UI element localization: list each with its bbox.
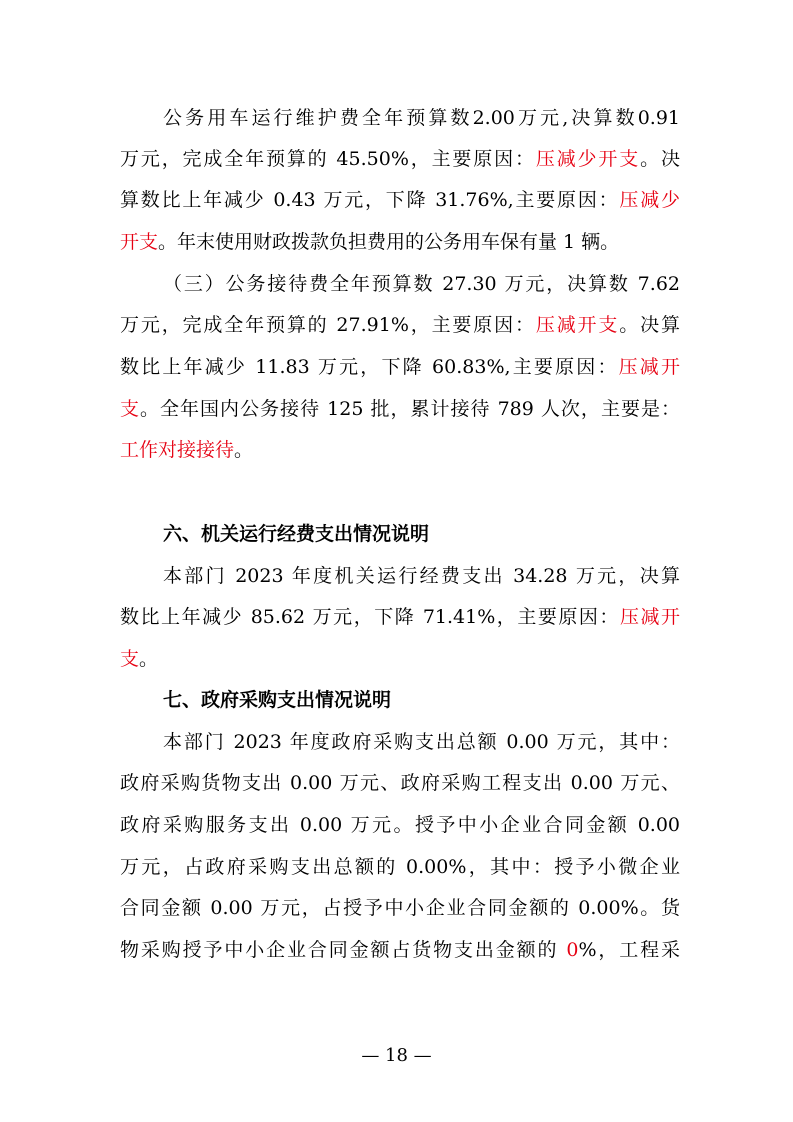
- text-span: 数比上年减少 11.83 万元，下降 60.83%,主要原因：: [120, 356, 619, 378]
- paragraph-line: [120, 854, 680, 880]
- paragraph-line: [120, 229, 680, 255]
- page-number: — 18 —: [361, 1045, 432, 1066]
- highlighted-text: 支: [120, 648, 140, 670]
- text-span: 算数比上年减少 0.43 万元，下降 31.76%,主要原因：: [120, 189, 620, 211]
- highlighted-text: 支: [120, 398, 141, 420]
- paragraph-line: [120, 146, 680, 172]
- paragraph-line: [120, 937, 680, 963]
- paragraph-line: [120, 187, 680, 213]
- paragraph-line: [120, 312, 680, 338]
- text-span: 万元，占政府采购支出总额的 0.00%，其中：授予小微企业: [120, 856, 680, 878]
- highlighted-text: 压减开: [618, 356, 680, 378]
- paragraph-line: [120, 895, 680, 921]
- highlighted-text: 压减开: [619, 606, 680, 628]
- text-span: 公务用车运行维护费全年预算数2.00万元,决算数0.91: [163, 107, 680, 129]
- text-span: 数比上年减少 85.62 万元，下降 71.41%，主要原因：: [120, 606, 620, 628]
- text-span: 本部门 2023 年度机关运行经费支出 34.28 万元，决算: [163, 565, 680, 587]
- paragraph-line: [120, 396, 680, 422]
- text-span: 。: [234, 439, 254, 461]
- paragraph-line: [120, 437, 680, 463]
- paragraph-line: [163, 105, 680, 131]
- text-span: 物采购授予中小企业合同金额占货物支出金额的: [120, 939, 567, 961]
- text-span: 。决: [640, 148, 680, 170]
- paragraph-line: [163, 563, 680, 589]
- paragraph-line: [120, 604, 680, 630]
- paragraph-line: [163, 729, 680, 755]
- paragraph-line: [120, 354, 680, 380]
- highlighted-text: 压减少开支: [535, 148, 641, 170]
- section-heading: 六、机关运行经费支出情况说明: [163, 523, 430, 545]
- text-span: %，工程采: [578, 939, 680, 961]
- text-span: 万元，完成全年预算的 27.91%，主要原因：: [120, 314, 536, 336]
- paragraph-line: [120, 812, 680, 838]
- text-span: 。年末使用财政拨款负担费用的公务用车保有量 1 辆。: [158, 231, 620, 253]
- text-span: 。决算: [619, 314, 680, 336]
- paragraph-line: [163, 271, 680, 297]
- text-span: （三）公务接待费全年预算数 27.30 万元，决算数 7.62: [163, 273, 680, 295]
- text-span: 本部门 2023 年度政府采购支出总额 0.00 万元，其中：: [163, 731, 680, 753]
- highlighted-text: 0: [566, 939, 579, 961]
- highlighted-text: 工作对接接待: [120, 439, 235, 461]
- section-heading: 七、政府采购支出情况说明: [163, 689, 392, 711]
- text-span: 万元，完成全年预算的 45.50%，主要原因：: [120, 148, 536, 170]
- text-span: 政府采购货物支出 0.00 万元、政府采购工程支出 0.00 万元、: [120, 772, 680, 794]
- paragraph-line: [120, 646, 680, 672]
- paragraph-line: [120, 770, 680, 796]
- text-span: 。: [139, 648, 159, 670]
- text-span: 。全年国内公务接待 125 批，累计接待 789 人次，主要是：: [140, 398, 680, 420]
- highlighted-text: 压减少: [619, 189, 680, 211]
- text-span: 政府采购服务支出 0.00 万元。授予中小企业合同金额 0.00: [120, 814, 680, 836]
- text-span: 合同金额 0.00 万元，占授予中小企业合同金额的 0.00%。货: [120, 897, 680, 919]
- highlighted-text: 压减开支: [535, 314, 620, 336]
- highlighted-text: 开支: [120, 231, 159, 253]
